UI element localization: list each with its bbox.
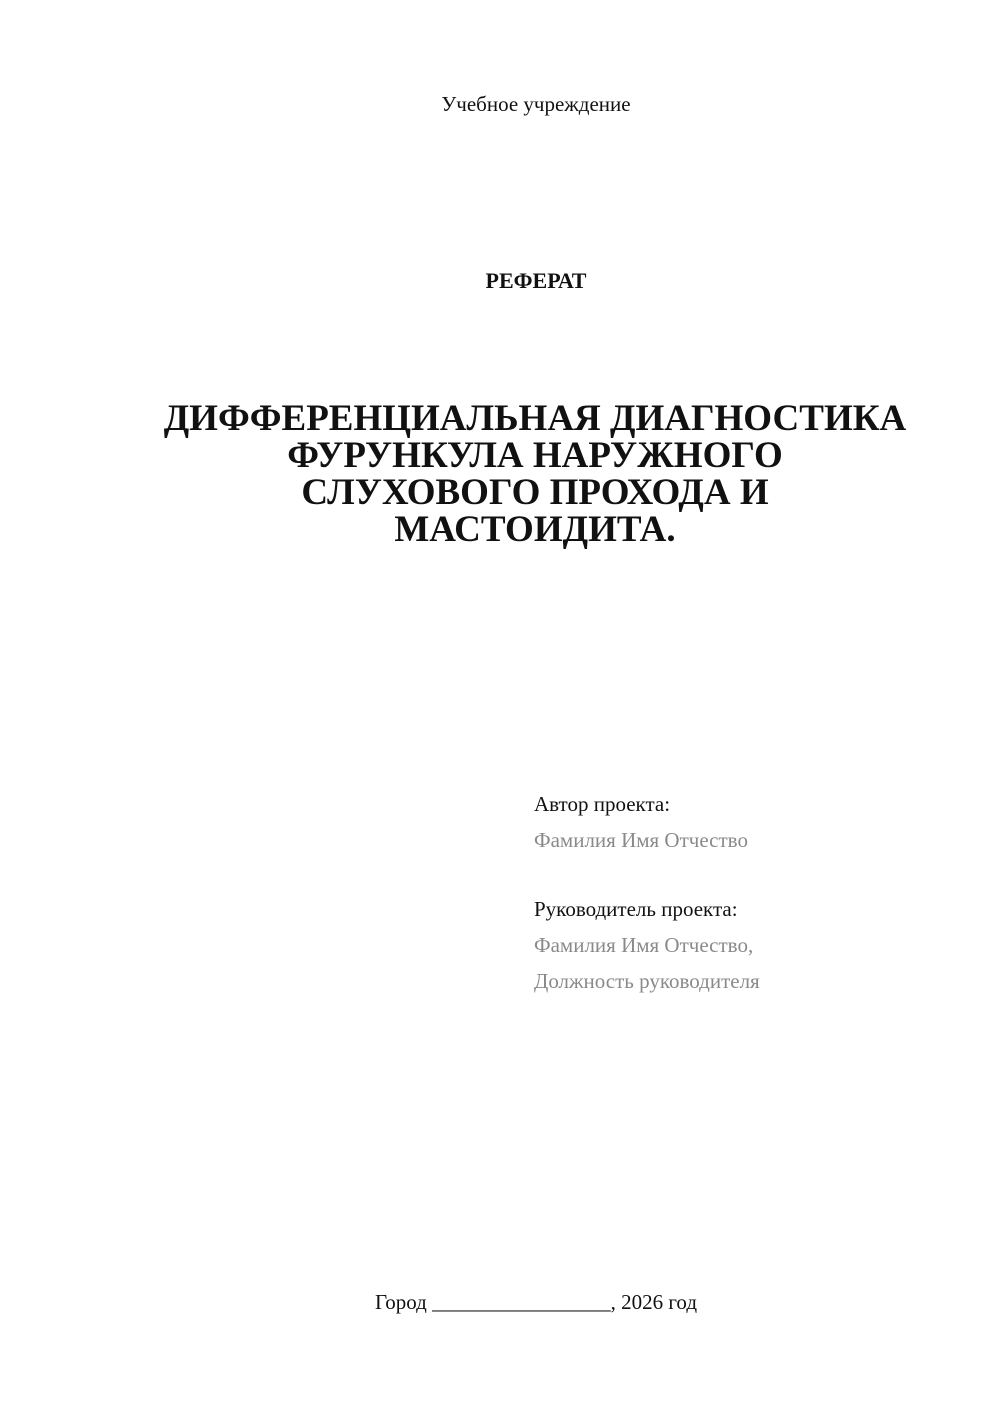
author-label: Автор проекта: bbox=[534, 792, 671, 816]
city-year-line: Город _________________, 2026 год bbox=[374, 1290, 698, 1314]
title-line: МАСТОИДИТА. bbox=[394, 509, 676, 550]
author-block bbox=[534, 786, 964, 858]
document-title bbox=[130, 400, 940, 548]
supervisor-position: Должность руководителя bbox=[534, 969, 760, 993]
title-line: ДИФФЕРЕНЦИАЛЬНАЯ ДИАГНОСТИКА bbox=[163, 398, 907, 439]
supervisor-name: Фамилия Имя Отчество, bbox=[534, 933, 754, 957]
institution-name: Учебное учреждение bbox=[441, 92, 631, 116]
title-line: СЛУХОВОГО ПРОХОДА И bbox=[301, 472, 769, 513]
supervisor-label: Руководитель проекта: bbox=[534, 897, 738, 921]
author-name: Фамилия Имя Отчество bbox=[534, 828, 748, 852]
title-line: ФУРУНКУЛА НАРУЖНОГО bbox=[287, 435, 783, 476]
supervisor-block bbox=[534, 891, 964, 999]
document-type: РЕФЕРАТ bbox=[485, 268, 587, 293]
